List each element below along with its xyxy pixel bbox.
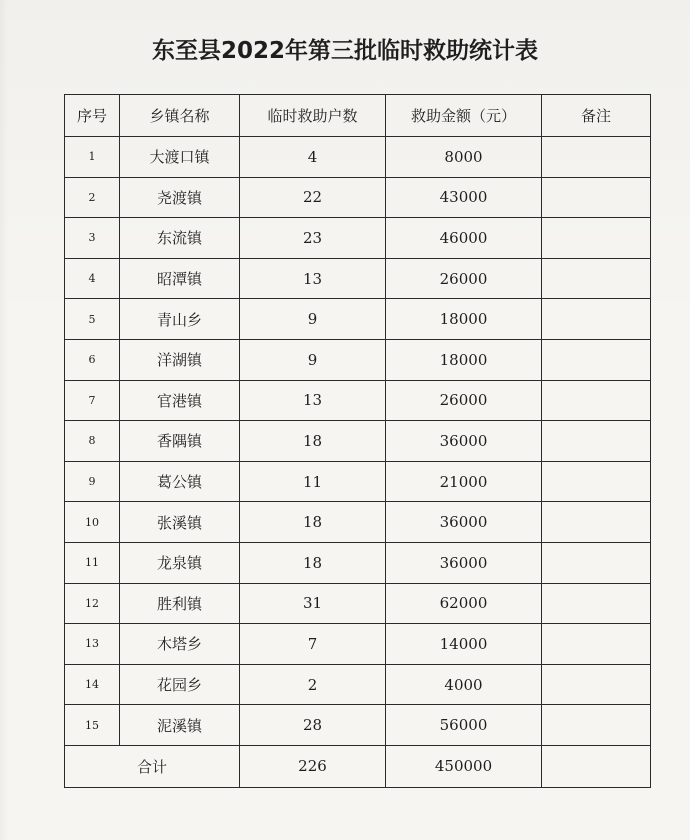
cell-town: 花园乡 [120,664,240,705]
cell-seq: 10 [65,502,120,543]
table-row [65,137,651,178]
total-households: 226 [240,745,386,787]
cell-notes [542,705,651,746]
cell-town: 龙泉镇 [120,542,240,583]
cell-amount: 62000 [386,583,542,624]
cell-households: 18 [240,502,386,543]
cell-amount: 18000 [386,299,542,340]
cell-notes [542,624,651,665]
cell-seq: 11 [65,542,120,583]
cell-households: 4 [240,137,386,178]
cell-households: 13 [240,380,386,421]
cell-notes [542,461,651,502]
cell-households: 18 [240,542,386,583]
cell-households: 31 [240,583,386,624]
table-row [65,299,651,340]
cell-town: 木塔乡 [120,624,240,665]
table-row [65,502,651,543]
cell-notes [542,137,651,178]
cell-town: 胜利镇 [120,583,240,624]
document-title: 东至县2022年第三批临时救助统计表 [151,38,538,64]
header-households: 临时救助户数 [240,95,386,137]
cell-households: 13 [240,258,386,299]
cell-notes [542,258,651,299]
cell-amount: 36000 [386,502,542,543]
cell-notes [542,664,651,705]
total-row [65,745,651,787]
table-row [65,705,651,746]
table-row [65,461,651,502]
cell-households: 9 [240,299,386,340]
table-row [65,664,651,705]
cell-seq: 9 [65,461,120,502]
cell-seq: 15 [65,705,120,746]
cell-households: 9 [240,339,386,380]
cell-amount: 21000 [386,461,542,502]
total-amount: 450000 [386,745,542,787]
table-body [65,137,651,746]
cell-households: 18 [240,421,386,462]
cell-households: 2 [240,664,386,705]
table-row [65,339,651,380]
cell-seq: 14 [65,664,120,705]
cell-amount: 26000 [386,258,542,299]
cell-amount: 14000 [386,624,542,665]
cell-notes [542,583,651,624]
cell-notes [542,177,651,218]
header-amount: 救助金额（元） [386,95,542,137]
cell-amount: 36000 [386,542,542,583]
cell-amount: 4000 [386,664,542,705]
table-row [65,583,651,624]
cell-amount: 46000 [386,218,542,259]
total-notes [542,745,651,787]
cell-seq: 2 [65,177,120,218]
cell-amount: 43000 [386,177,542,218]
cell-notes [542,299,651,340]
cell-notes [542,421,651,462]
cell-seq: 3 [65,218,120,259]
cell-households: 22 [240,177,386,218]
cell-amount: 26000 [386,380,542,421]
cell-town: 香隅镇 [120,421,240,462]
cell-notes [542,502,651,543]
cell-town: 泥溪镇 [120,705,240,746]
cell-town: 葛公镇 [120,461,240,502]
cell-seq: 8 [65,421,120,462]
header-town: 乡镇名称 [120,95,240,137]
relief-statistics-table [64,94,651,788]
cell-notes [542,542,651,583]
cell-notes [542,218,651,259]
cell-town: 洋湖镇 [120,339,240,380]
cell-town: 大渡口镇 [120,137,240,178]
cell-notes [542,380,651,421]
cell-seq: 4 [65,258,120,299]
table-row [65,218,651,259]
cell-notes [542,339,651,380]
cell-town: 尧渡镇 [120,177,240,218]
cell-seq: 12 [65,583,120,624]
header-seq: 序号 [65,95,120,137]
cell-amount: 36000 [386,421,542,462]
cell-town: 昭潭镇 [120,258,240,299]
table-row [65,542,651,583]
table-row [65,421,651,462]
cell-amount: 18000 [386,339,542,380]
cell-amount: 8000 [386,137,542,178]
cell-seq: 6 [65,339,120,380]
cell-town: 张溪镇 [120,502,240,543]
cell-households: 28 [240,705,386,746]
cell-amount: 56000 [386,705,542,746]
cell-seq: 1 [65,137,120,178]
cell-households: 7 [240,624,386,665]
cell-households: 11 [240,461,386,502]
table-row [65,624,651,665]
table-row [65,258,651,299]
total-label: 合计 [65,745,240,787]
cell-households: 23 [240,218,386,259]
header-notes: 备注 [542,95,651,137]
cell-town: 东流镇 [120,218,240,259]
cell-seq: 13 [65,624,120,665]
table-row [65,177,651,218]
cell-seq: 7 [65,380,120,421]
table-row [65,380,651,421]
cell-seq: 5 [65,299,120,340]
cell-town: 青山乡 [120,299,240,340]
table-header-row [65,95,651,137]
cell-town: 官港镇 [120,380,240,421]
